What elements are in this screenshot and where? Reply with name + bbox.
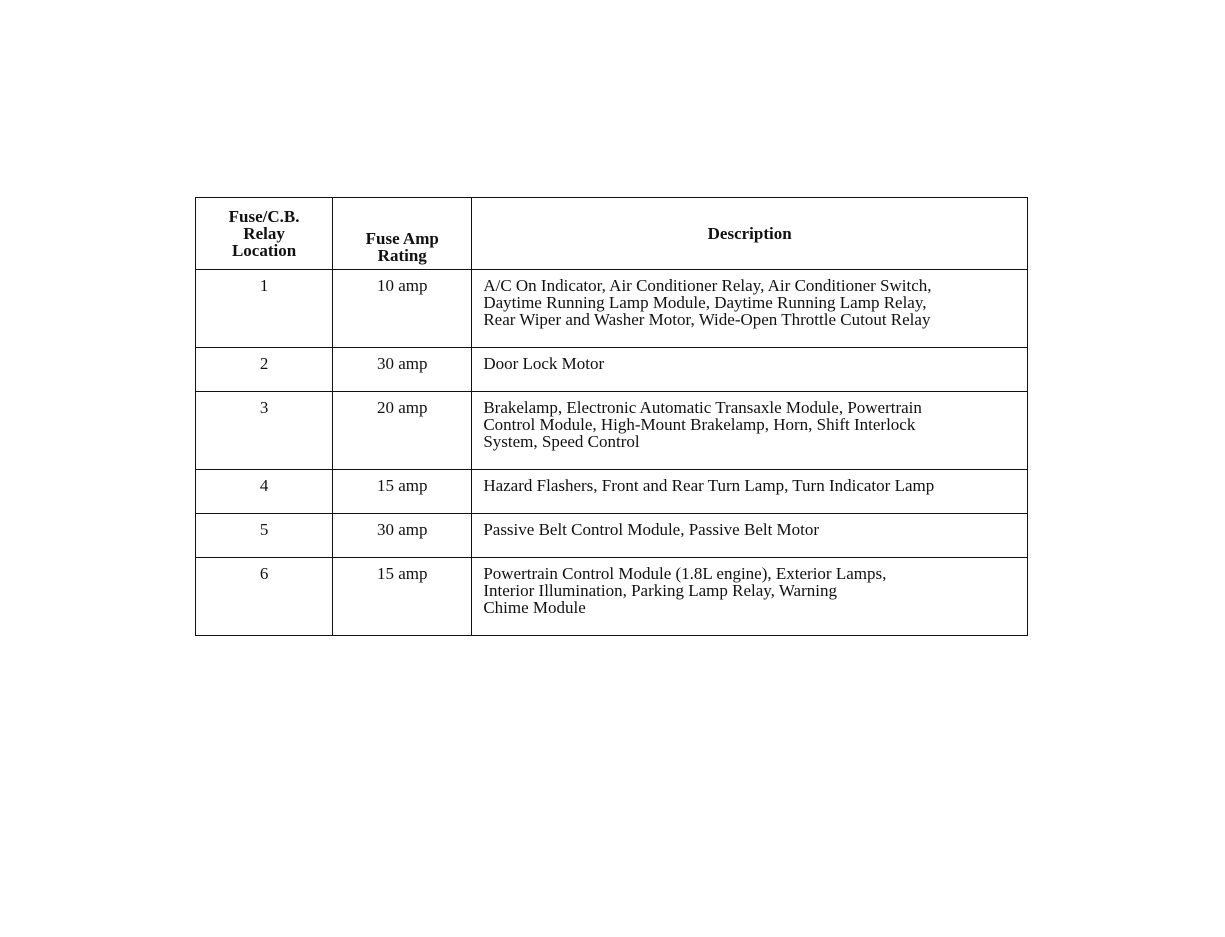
table-row: [196, 470, 1028, 514]
description-line: Daytime Running Lamp Module, Daytime Running Lamp Relay,: [483, 293, 927, 312]
description-line: Brakelamp, Electronic Automatic Transaxle Module, Powertrain: [483, 398, 922, 417]
cell-location: 3: [196, 392, 333, 470]
header-description: [472, 198, 1028, 270]
cell-location: 5: [196, 514, 333, 558]
cell-description: [472, 348, 1028, 392]
cell-rating: 30 amp: [333, 514, 472, 558]
description-line: System, Speed Control: [483, 432, 640, 451]
cell-description: [472, 270, 1028, 348]
description-line: A/C On Indicator, Air Conditioner Relay, Air Conditioner Switch,: [483, 276, 932, 295]
description-line: Control Module, High-Mount Brakelamp, Horn, Shift Interlock: [483, 415, 916, 434]
header-rating-line: Fuse Amp: [365, 229, 439, 248]
cell-rating: 15 amp: [333, 558, 472, 636]
cell-description: [472, 558, 1028, 636]
header-rating-line: Rating: [377, 246, 427, 265]
cell-location: 2: [196, 348, 333, 392]
cell-description: [472, 392, 1028, 470]
cell-location: 6: [196, 558, 333, 636]
description-line: Passive Belt Control Module, Passive Belt Motor: [483, 520, 820, 539]
cell-rating: 20 amp: [333, 392, 472, 470]
description-line: Powertrain Control Module (1.8L engine), Exterior Lamps,: [483, 564, 887, 583]
header-rating: [333, 198, 472, 270]
header-location: [196, 198, 333, 270]
cell-rating: 30 amp: [333, 348, 472, 392]
table-row: [196, 392, 1028, 470]
cell-rating: 15 amp: [333, 470, 472, 514]
header-location-line: Location: [231, 241, 297, 260]
table-row: [196, 270, 1028, 348]
cell-description: [472, 470, 1028, 514]
table-row: [196, 514, 1028, 558]
table-header-row: [196, 198, 1028, 270]
table-row: [196, 348, 1028, 392]
description-line: Interior Illumination, Parking Lamp Relay, Warning: [483, 581, 837, 600]
description-line: Door Lock Motor: [483, 354, 605, 373]
header-location-line: Fuse/C.B.: [228, 207, 300, 226]
header-description-line: Description: [707, 224, 792, 243]
description-line: Rear Wiper and Washer Motor, Wide-Open Throttle Cutout Relay: [483, 310, 931, 329]
cell-description: [472, 514, 1028, 558]
cell-rating: 10 amp: [333, 270, 472, 348]
cell-location: 4: [196, 470, 333, 514]
description-line: Hazard Flashers, Front and Rear Turn Lamp, Turn Indicator Lamp: [483, 476, 935, 495]
fuse-table: [195, 197, 1028, 636]
description-line: Chime Module: [483, 598, 586, 617]
header-location-line: Relay: [243, 224, 285, 243]
table-row: [196, 558, 1028, 636]
cell-location: 1: [196, 270, 333, 348]
